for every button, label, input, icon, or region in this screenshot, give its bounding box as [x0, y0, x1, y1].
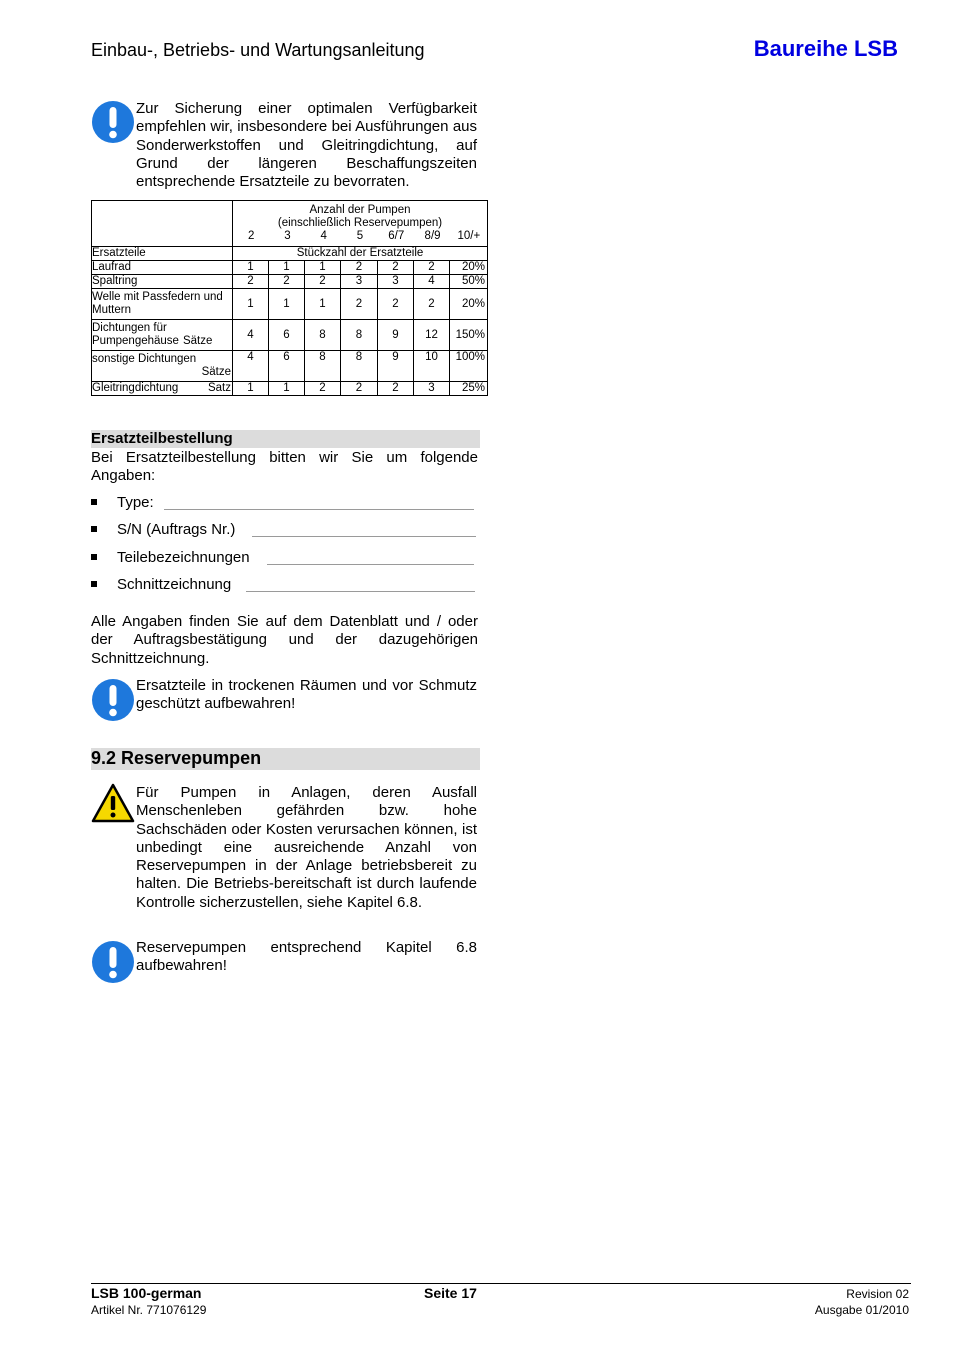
quantity-cell: 4 — [414, 275, 450, 289]
quantity-cell: 12 — [414, 320, 450, 351]
type-fill-line — [164, 509, 474, 510]
part-name: Gleitringdichtung — [92, 382, 179, 394]
section-heading: 9.2 Reservepumpen — [91, 748, 480, 770]
table-row — [92, 261, 488, 275]
quantity-cell: 8 — [305, 320, 341, 351]
drawing-fill-line — [246, 591, 475, 592]
part-name-cell — [92, 351, 233, 382]
pump-count: 8/9 — [424, 230, 441, 242]
quantity-cell: 1 — [269, 382, 305, 396]
quantity-cell: 6 — [269, 351, 305, 382]
quantity-cell: 150% — [450, 320, 488, 351]
warning-icon — [91, 783, 135, 823]
pump-count: 6/7 — [388, 230, 405, 242]
quantity-cell: 1 — [305, 261, 341, 275]
table-row — [92, 382, 488, 396]
part-unit: Sätze — [182, 335, 213, 347]
order-item-sn: S/N (Auftrags Nr.) — [91, 521, 235, 538]
quantity-cell: 2 — [341, 261, 378, 275]
quantity-cell: 9 — [378, 351, 414, 382]
quantity-cell: 3 — [414, 382, 450, 396]
part-name-cell: Spaltring — [92, 275, 233, 289]
quantity-cell: 8 — [341, 351, 378, 382]
part-name-cell: Laufrad — [92, 261, 233, 275]
quantity-cell: 2 — [341, 289, 378, 320]
pump-count: 5 — [356, 230, 364, 242]
quantity-cell: 3 — [378, 275, 414, 289]
quantity-cell: 1 — [233, 261, 269, 275]
quantity-cell: 4 — [233, 320, 269, 351]
quantity-cell: 1 — [233, 289, 269, 320]
order-item-parts: Teilebezeichnungen — [91, 549, 250, 566]
quantity-cell: 2 — [378, 261, 414, 275]
quantity-cell: 2 — [305, 382, 341, 396]
quantity-cell: 8 — [305, 351, 341, 382]
table-row — [92, 289, 488, 320]
quantity-cell: 2 — [305, 275, 341, 289]
spare-parts-table — [91, 200, 488, 396]
intro-note: Zur Sicherung einer optimalen Verfügbarkeit empfehlen wir, insbesondere bei Ausführungen aus Sonderwerkstoffen und Gleitringdichtung, auf Grund der längeren Beschaffungszeiten entsprechende Ersatzteile zu bevorraten. — [136, 100, 477, 191]
quantity-cell: 1 — [269, 261, 305, 275]
info-icon — [91, 940, 135, 984]
quantity-cell: 1 — [305, 289, 341, 320]
quantity-cell: 9 — [378, 320, 414, 351]
info-icon — [91, 678, 135, 722]
quantity-subheader: Stückzahl der Ersatzteile — [233, 247, 488, 261]
quantity-cell: 2 — [414, 289, 450, 320]
table-corner-cell — [92, 201, 233, 247]
pump-count-header-line2: (einschließlich Reservepumpen) — [277, 217, 443, 229]
quantity-cell: 20% — [450, 289, 488, 320]
series-title: Baureihe LSB — [753, 36, 898, 61]
footer-page: Seite 17 — [424, 1285, 477, 1301]
quantity-cell: 2 — [269, 275, 305, 289]
order-heading: Ersatzteilbestellung — [91, 430, 480, 448]
footer-edition: Ausgabe 01/2010 — [814, 1303, 909, 1317]
reserve-warning: Für Pumpen in Anlagen, deren Ausfall Menschenleben gefährden bzw. hohe Sachschäden oder Kosten verursachen können, ist unbedingt eine ausreichende Anzahl von Reservepumpen in der Anlage betriebsbereit zu halten. Die Betriebs-bereitschaft ist durch laufende Kontrolle sicherzustellen, siehe Kapitel 6.8. — [136, 784, 477, 911]
footer-revision: Revision 02 — [846, 1287, 909, 1301]
quantity-cell: 25% — [450, 382, 488, 396]
quantity-cell: 50% — [450, 275, 488, 289]
quantity-cell: 2 — [378, 382, 414, 396]
quantity-cell: 20% — [450, 261, 488, 275]
order-info: Alle Angaben finden Sie auf dem Datenblatt und / oder der Auftragsbestätigung und der dazugehörigen Schnittzeichnung. — [91, 613, 478, 667]
order-item-drawing: Schnittzeichnung — [91, 576, 231, 593]
quantity-cell: 2 — [233, 275, 269, 289]
quantity-cell: 2 — [341, 382, 378, 396]
quantity-cell: 8 — [341, 320, 378, 351]
pump-count-header — [233, 201, 488, 247]
storage-note: Ersatzteile in trockenen Räumen und vor Schmutz geschützt aufbewahren! — [136, 677, 477, 713]
reserve-note: Reservepumpen entsprechend Kapitel 6.8 aufbewahren! — [136, 939, 477, 975]
quantity-cell: 10 — [414, 351, 450, 382]
part-name-cell — [92, 382, 233, 396]
pump-count: 4 — [320, 230, 327, 242]
part-unit: Sätze — [201, 366, 231, 378]
table-row — [92, 320, 488, 351]
pump-count: 2 — [247, 230, 255, 242]
part-name-cell: Welle mit Passfedern und Muttern — [92, 289, 233, 320]
table-row — [92, 351, 488, 382]
pump-count-header-line1: Anzahl der Pumpen — [309, 204, 411, 216]
part-name: Dichtungen für Pumpengehäuse — [92, 322, 179, 347]
parts-column-label: Ersatzteile — [92, 247, 233, 261]
order-item-type: Type: — [91, 494, 154, 511]
part-name-cell — [92, 320, 233, 351]
part-unit: Satz — [207, 382, 231, 394]
order-intro: Bei Ersatzteilbestellung bitten wir Sie um folgende Angaben: — [91, 449, 478, 485]
quantity-cell: 3 — [341, 275, 378, 289]
pump-count: 10/+ — [457, 230, 481, 242]
pump-count-columns — [233, 230, 487, 243]
footer-article: Artikel Nr. 771076129 — [91, 1303, 207, 1317]
quantity-cell: 4 — [233, 351, 269, 382]
table-row — [92, 275, 488, 289]
pump-count: 3 — [284, 230, 291, 242]
quantity-cell: 2 — [414, 261, 450, 275]
document-title: Einbau-, Betriebs- und Wartungsanleitung — [91, 40, 425, 60]
quantity-cell: 1 — [233, 382, 269, 396]
info-icon — [91, 100, 135, 144]
sn-fill-line — [252, 536, 476, 537]
quantity-cell: 100% — [450, 351, 488, 382]
parts-fill-line — [267, 564, 474, 565]
footer-doc: LSB 100-german — [91, 1285, 202, 1301]
part-name: sonstige Dichtungen — [92, 353, 197, 365]
quantity-cell: 1 — [269, 289, 305, 320]
quantity-cell: 6 — [269, 320, 305, 351]
footer-divider — [91, 1283, 911, 1284]
quantity-cell: 2 — [378, 289, 414, 320]
